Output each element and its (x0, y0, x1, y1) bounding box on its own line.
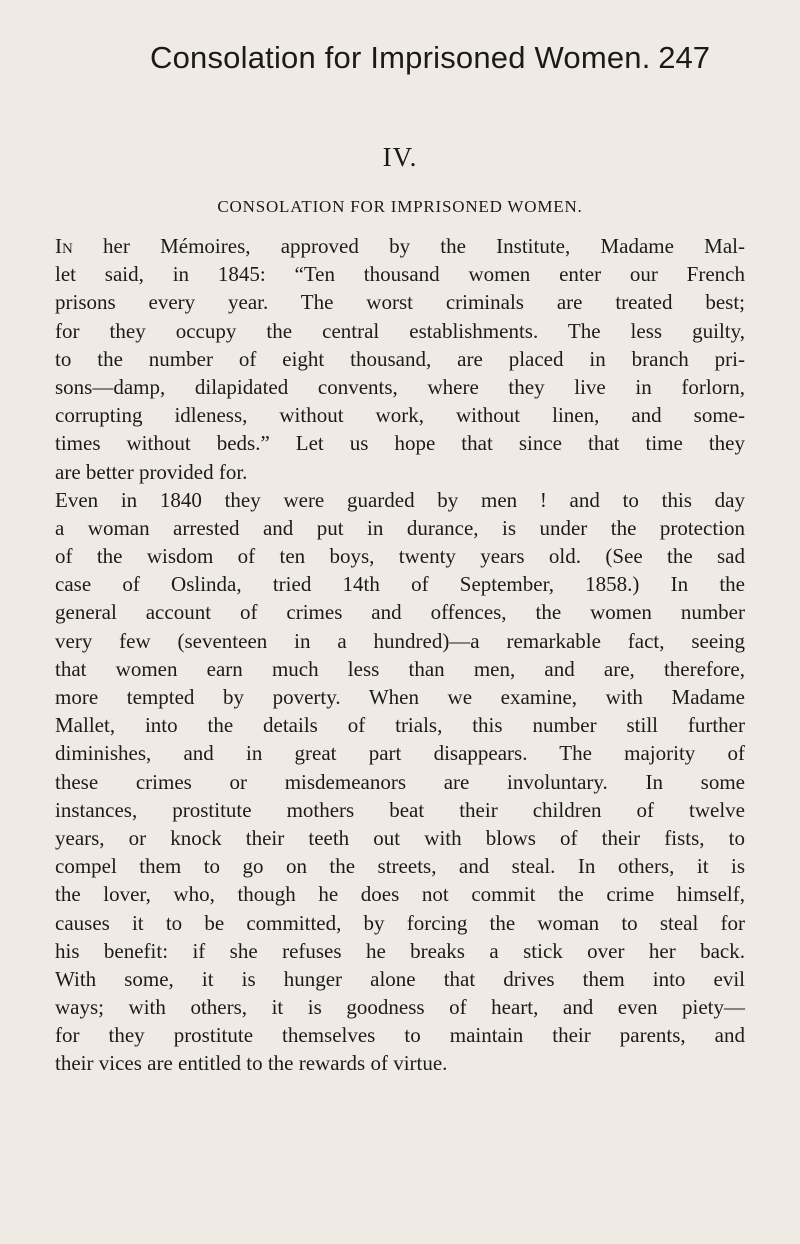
text-line: With some, it is hunger alone that drives them into evil (55, 966, 745, 991)
text-line: case of Oslinda, tried 14th of September, 1858.) In the (55, 572, 745, 597)
text-line: causes it to be committed, by forcing the woman to steal for (55, 910, 745, 935)
text-line: Even in 1840 they were guarded by men ! and to this day (55, 487, 745, 512)
text-line: sons—damp, dilapidated convents, where they live in forlorn, (55, 374, 745, 399)
text-line: of the wisdom of ten boys, twenty years old. (See the sad (55, 544, 745, 569)
text-line: a woman arrested and put in durance, is under the protection (55, 515, 745, 540)
text-line: instances, prostitute mothers beat their children of twelve (55, 797, 745, 822)
initial-word: In (55, 234, 73, 258)
text-line: diminishes, and in great part disappears. The majority of (55, 741, 745, 766)
text-line: are better provided for. (55, 459, 248, 484)
text-line: to the number of eight thousand, are placed in branch pri- (55, 346, 745, 371)
page-number: 247 (658, 40, 710, 75)
text-line: his benefit: if she refuses he breaks a stick over her back. (55, 938, 745, 963)
text-line: for they prostitute themselves to maintain their parents, and (55, 1023, 745, 1048)
text-line: ways; with others, it is goodness of heart, and even piety— (55, 995, 745, 1020)
text-line: prisons every year. The worst criminals are treated best; (55, 290, 745, 315)
text-line: compel them to go on the streets, and steal. In others, it is (55, 854, 745, 879)
chapter-title: CONSOLATION FOR IMPRISONED WOMEN. (217, 197, 583, 216)
text-line: that women earn much less than men, and are, therefore, (55, 656, 745, 681)
running-head (150, 40, 710, 84)
text-line: corrupting idleness, without work, without linen, and some- (55, 403, 745, 428)
text-line: times without beds.” Let us hope that since that time they (55, 431, 745, 456)
text-line: very few (seventeen in a hundred)—a remarkable fact, seeing (55, 628, 745, 653)
text-line: Mallet, into the details of trials, this number still further (55, 713, 745, 738)
text-line: these crimes or misdemeanors are involuntary. In some (55, 769, 745, 794)
text-line: the lover, who, though he does not commit the crime himself, (55, 882, 745, 907)
text-line: general account of crimes and offences, the women number (55, 600, 745, 625)
text-line: more tempted by poverty. When we examine, with Madame (55, 685, 745, 709)
body-text (55, 232, 745, 1078)
chapter-number: IV. (382, 142, 418, 172)
running-title: Consolation for Imprisoned Women. (150, 40, 651, 75)
text-line: years, or knock their teeth out with blows of their fists, to (55, 825, 745, 850)
text-line: for they occupy the central establishments. The less guilty, (55, 318, 745, 343)
text-line: In her Mémoires, approved by the Institute, Madame Mal- (55, 234, 745, 258)
text-line: let said, in 1845: “Ten thousand women enter our French (55, 262, 745, 287)
text-line: their vices are entitled to the rewards of virtue. (55, 1051, 448, 1076)
